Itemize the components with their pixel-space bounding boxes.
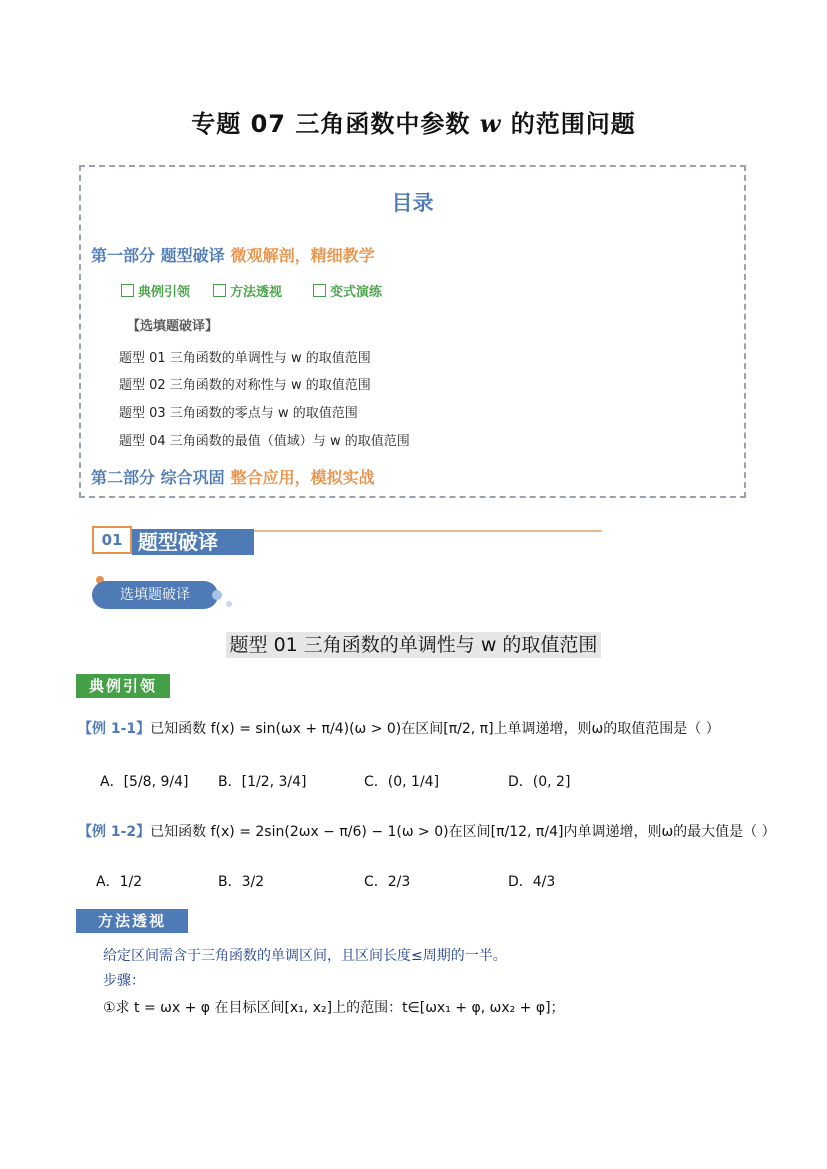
example-stem [78,821,776,841]
title-suffix: 的范围问题 [510,110,636,138]
example-stem [78,718,720,738]
option-d[interactable]: D．4/3 [508,874,556,890]
toc-tool-method[interactable]: 方法透视 [213,281,282,300]
section-number: 01 [92,526,132,554]
part-2-subtitle: 整合应用，模拟实战 [230,468,375,487]
decor-dot [226,601,232,607]
method-line: 步骤： [103,973,145,989]
option-a[interactable]: A．[5/8, 9/4] [100,774,189,790]
edit-icon [213,284,226,297]
part-2-label: 第二部分 综合巩固 [91,468,225,487]
option-b[interactable]: B．[1/2, 3/4] [218,774,307,790]
section-label: 题型破译 [132,529,254,555]
option-a[interactable]: A．1/2 [96,874,143,890]
section-divider [254,530,602,532]
method-tag: 方法透视 [76,909,188,933]
edit-icon [121,284,134,297]
option-d[interactable]: D．(0, 2] [508,774,571,790]
toc-title: 目录 [391,191,434,215]
toc-part-1[interactable] [91,243,375,266]
example-text: 已知函数 f(x) = sin(ωx + π/4)(ω > 0)在区间[π/2, π]上单调递增，则ω的取值范围是（ ） [150,721,720,737]
part-1-label: 第一部分 题型破译 [91,246,225,265]
subsection-pill: 选填题破译 [92,581,218,609]
title-variable: w [479,109,502,138]
toc-item[interactable]: 题型 03 三角函数的零点与 w 的取值范围 [119,406,358,421]
toc-section-label: 【选填题破译】 [127,319,219,334]
toc-item[interactable]: 题型 04 三角函数的最值（值域）与 w 的取值范围 [119,434,410,449]
example-label: 【例 1-1】 [78,721,151,737]
question-type-heading: 题型 01 三角函数的单调性与 w 的取值范围 [0,630,827,657]
section-banner [82,524,602,556]
edit-icon [313,284,326,297]
toc-item[interactable]: 题型 01 三角函数的单调性与 w 的取值范围 [119,351,371,366]
example-label: 【例 1-2】 [78,824,151,840]
option-c[interactable]: C．(0, 1/4] [364,774,440,790]
example-tag: 典例引领 [76,674,170,698]
table-of-contents [79,165,746,498]
decor-dot [212,590,222,600]
toc-tool-practice[interactable]: 变式演练 [313,281,382,300]
toc-tool-example[interactable]: 典例引领 [121,281,190,300]
option-b[interactable]: B．3/2 [218,874,265,890]
toc-part-2[interactable] [91,465,375,488]
title-prefix: 专题 07 三角函数中参数 [191,110,471,138]
toc-item[interactable]: 题型 02 三角函数的对称性与 w 的取值范围 [119,378,371,393]
method-line: 给定区间需含于三角函数的单调区间，且区间长度≤周期的一半。 [103,948,507,964]
option-c[interactable]: C．2/3 [364,874,411,890]
page-title [0,104,827,139]
part-1-subtitle: 微观解剖，精细教学 [230,246,375,265]
method-line: ①求 t = ωx + φ 在目标区间[x₁, x₂]上的范围：t∈[ωx₁ + φ, ωx₂ + φ]； [103,1000,565,1016]
example-text: 已知函数 f(x) = 2sin(2ωx − π/6) − 1(ω > 0)在区间[π/12, π/4]内单调递增，则ω的最大值是（ ） [150,824,776,840]
